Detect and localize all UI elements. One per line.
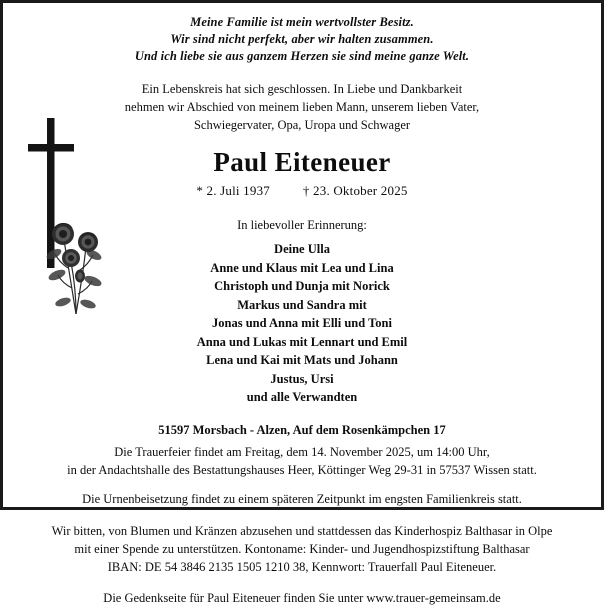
address-line: 51597 Morsbach - Alzen, Auf dem Rosenkämpchen 17 — [158, 422, 446, 437]
intro-line: Ein Lebenskreis hat sich geschlossen. In Liebe und Dankbarkeit — [141, 82, 463, 97]
donation-line: mit einer Spende zu unterstützen. Kontoname: Kinder- und Jugendhospizstiftung Balthasar — [74, 542, 530, 557]
family-line: und alle Verwandten — [246, 390, 358, 405]
urn-note: Die Urnenbeisetzung findet zu einem späteren Zeitpunkt im engsten Familienkreis statt. — [82, 491, 522, 506]
family-line: Anna und Lukas mit Lennart und Emil — [196, 334, 408, 349]
family-list — [21, 240, 583, 407]
service-line: Die Trauerfeier findet am Freitag, dem 14. November 2025, um 14:00 Uhr, — [114, 444, 490, 459]
family-line: Deine Ulla — [274, 242, 330, 257]
life-dates — [21, 183, 583, 199]
poem-line: Und ich liebe sie aus ganzem Herzen sie sind meine ganze Welt. — [134, 48, 470, 63]
intro-line: Schwiegervater, Opa, Uropa und Schwager — [193, 117, 411, 132]
donation-line: Wir bitten, von Blumen und Kränzen abzusehen und stattdessen das Kinderhospiz Balthasar in Olpe — [51, 523, 553, 538]
memorial-page-note: Die Gedenkseite für Paul Eiteneuer finden Sie unter www.trauer-gemeinsam.de — [103, 591, 501, 606]
donation-block — [21, 522, 583, 576]
family-line: Markus und Sandra mit — [237, 297, 367, 312]
intro-block — [21, 81, 583, 134]
poem-line: Meine Familie ist mein wertvollster Besitz. — [190, 15, 414, 29]
poem-line: Wir sind nicht perfekt, aber wir halten zusammen. — [170, 31, 434, 46]
family-line: Lena und Kai mit Mats und Johann — [206, 353, 398, 368]
birth-date: * 2. Juli 1937 — [196, 183, 270, 199]
memory-label: In liebevoller Erinnerung: — [237, 218, 367, 233]
intro-line: nehmen wir Abschied von meinem lieben Mann, unserem lieben Vater, — [124, 100, 480, 114]
family-line: Justus, Ursi — [270, 371, 334, 386]
deceased-name: Paul Eiteneuer — [213, 146, 391, 177]
family-line: Anne und Klaus mit Lea und Lina — [210, 260, 394, 275]
donation-line: IBAN: DE 54 3846 2135 1505 1210 38, Kennwort: Trauerfall Paul Eiteneuer. — [107, 560, 497, 575]
service-line: in der Andachtshalle des Bestattungshauses Heer, Köttinger Weg 29-31 in 57537 Wissen statt. — [67, 462, 537, 477]
service-block — [21, 443, 583, 479]
family-line: Christoph und Dunja mit Norick — [214, 279, 390, 294]
poem-block — [21, 14, 583, 64]
death-date: † 23. Oktober 2025 — [302, 183, 408, 199]
obituary-text — [3, 3, 601, 606]
family-line: Jonas und Anna mit Elli und Toni — [212, 316, 392, 331]
